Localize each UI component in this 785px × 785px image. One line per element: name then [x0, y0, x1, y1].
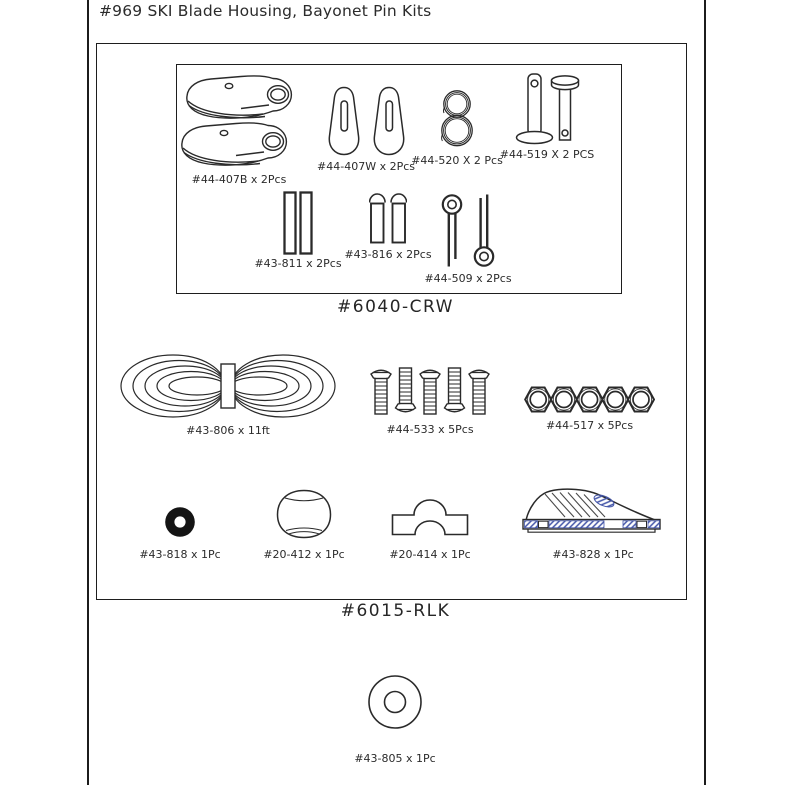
part-20-412 [263, 489, 345, 561]
page-edge-rule-left [87, 0, 89, 785]
kit-6040-crw-label: #6040-CRW [337, 297, 454, 317]
screws-drawing [370, 366, 490, 416]
part-label: #44-533 x 5Pcs [386, 423, 474, 436]
part-label: #43-818 x 1Pc [139, 548, 221, 561]
part-43-818 [139, 506, 221, 561]
part-44-519 [499, 72, 595, 161]
part-20-414 [386, 498, 474, 561]
part-44-533 [368, 366, 492, 436]
part-43-811 [253, 191, 343, 270]
page-title: #969 SKI Blade Housing, Bayonet Pin Kits [99, 2, 432, 20]
kit-6015-rlk-label: #6015-RLK [340, 601, 451, 621]
part-label: #43-816 x 2Pcs [344, 248, 432, 261]
clevis-pins-drawing [514, 72, 580, 146]
part-label: #43-806 x 11ft [186, 424, 270, 437]
part-label: #44-520 X 2 Pcs [411, 154, 503, 167]
part-label: #44-407W x 2Pcs [317, 160, 415, 173]
part-label: #43-805 x 1Pc [354, 752, 436, 765]
part-label: #20-414 x 1Pc [389, 548, 471, 561]
part-label: #20-412 x 1Pc [263, 548, 345, 561]
part-44-509 [420, 192, 516, 285]
wedge-pads-drawing [327, 86, 406, 156]
part-44-407w [317, 86, 415, 173]
page-edge-rule-right [704, 0, 706, 785]
ball-knob-drawing [276, 489, 332, 539]
part-label: #44-517 x 5Pcs [545, 419, 634, 432]
part-43-805 [353, 674, 437, 765]
housing-cross-section-drawing [518, 486, 668, 538]
part-label: #43-811 x 2Pcs [254, 257, 342, 270]
part-44-520 [410, 89, 504, 167]
part-label: #44-519 X 2 PCS [499, 148, 595, 161]
grommet-drawing [164, 506, 196, 538]
hex-nuts-drawing [524, 385, 655, 414]
part-label: #44-407B x 2Pcs [191, 173, 287, 186]
flat-pins-drawing [283, 191, 313, 255]
part-label: #43-828 x 1Pc [552, 548, 634, 561]
part-43-828 [516, 486, 670, 561]
split-rings-drawing [435, 89, 479, 147]
part-label: #44-509 x 2Pcs [424, 272, 512, 285]
part-44-407b [176, 72, 302, 186]
saddle-bracket-drawing [391, 498, 469, 536]
blade-housing-clamps-drawing [180, 72, 298, 171]
part-44-517 [524, 385, 655, 432]
cotter-pins-drawing [439, 192, 497, 270]
rope-coil-drawing [117, 352, 339, 420]
washer-drawing [367, 674, 423, 730]
capped-pins-drawing [369, 193, 407, 244]
part-43-806 [116, 352, 340, 437]
